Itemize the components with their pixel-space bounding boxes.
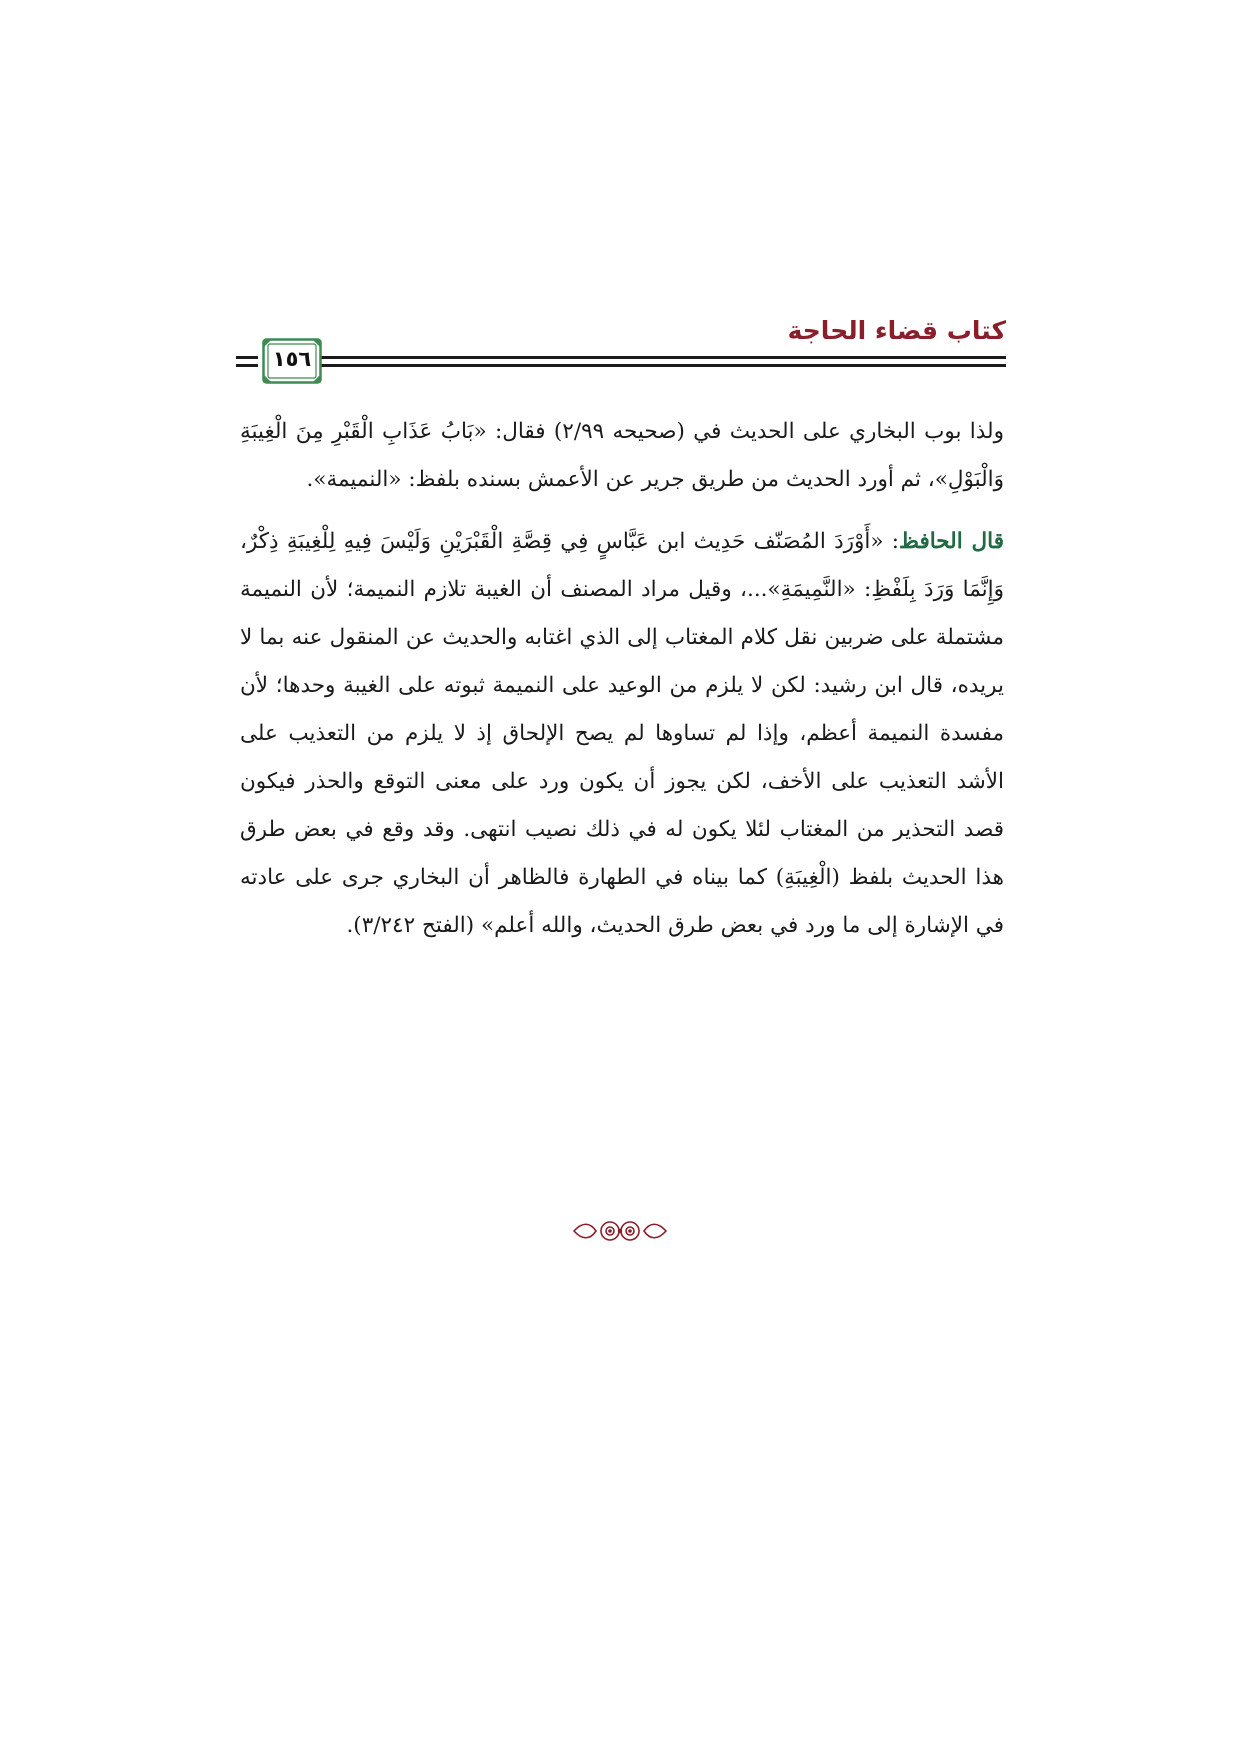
paragraph-2: [240, 518, 1004, 950]
paragraph-2-text: «أَوْرَدَ المُصَنّف حَدِيث ابن عَبَّاسٍ فِي قِصَّةِ الْقَبْرَيْنِ وَلَيْسَ فِيهِ لِلْغِيبَةِ ذِكْرٌ، وَإِنَّمَا وَرَدَ بِلَفْظِ: «النَّمِيمَةِ»...، وقيل مراد المصنف أن الغيبة تلازم النميمة؛ لأن النميمة مشتملة على ضربين نقل كلام المغتاب إلى الذي اغتابه والحديث عن المنقول عنه بما لا يريده، قال ابن رشيد: لكن لا يلزم من الوعيد على النميمة ثبوته على الغيبة وحدها؛ لأن مفسدة النميمة أعظم، وإذا لم تساوها لم يصح الإلحاق إذ لا يلزم من التعذيب على الأشد التعذيب على الأخف، لكن يجوز أن يكون ورد على معنى التوقع والحذر فيكون قصد التحذير من المغتاب لئلا يكون له في ذلك نصيب انتهى. وقد وقع في بعض طرق هذا الحديث بلفظ (الْغِيبَةِ) كما بيناه في الطهارة فالظاهر أن البخاري جرى على عادته في الإشارة إلى ما ورد في بعض طرق الحديث، والله أعلم» (الفتح ٣/٢٤٢).: [240, 529, 1004, 938]
header-rule-bottom: [266, 364, 1006, 367]
main-text: [240, 408, 1004, 950]
section-end-ornament-icon: [570, 1214, 670, 1248]
header-rule-stub-bottom: [236, 364, 258, 367]
header-rule-top: [266, 356, 1006, 359]
running-title: كتاب قضاء الحاجة: [787, 316, 1006, 345]
speaker-label: قال الحافظ: [899, 529, 1005, 554]
header-rule-stub-top: [236, 356, 258, 359]
page-number: ١٥٦: [272, 347, 312, 371]
page-number-badge: [262, 338, 322, 384]
speaker-separator: :: [883, 529, 900, 554]
page-header: [236, 316, 1006, 386]
paragraph-1: ولذا بوب البخاري على الحديث في (صحيحه ٢/٩٩) فقال: «بَابُ عَذَابِ الْقَبْرِ مِنَ الْغِيبَةِ وَالْبَوْلِ»، ثم أورد الحديث من طريق جرير عن الأعمش بسنده بلفظ: «النميمة».: [240, 419, 1004, 492]
